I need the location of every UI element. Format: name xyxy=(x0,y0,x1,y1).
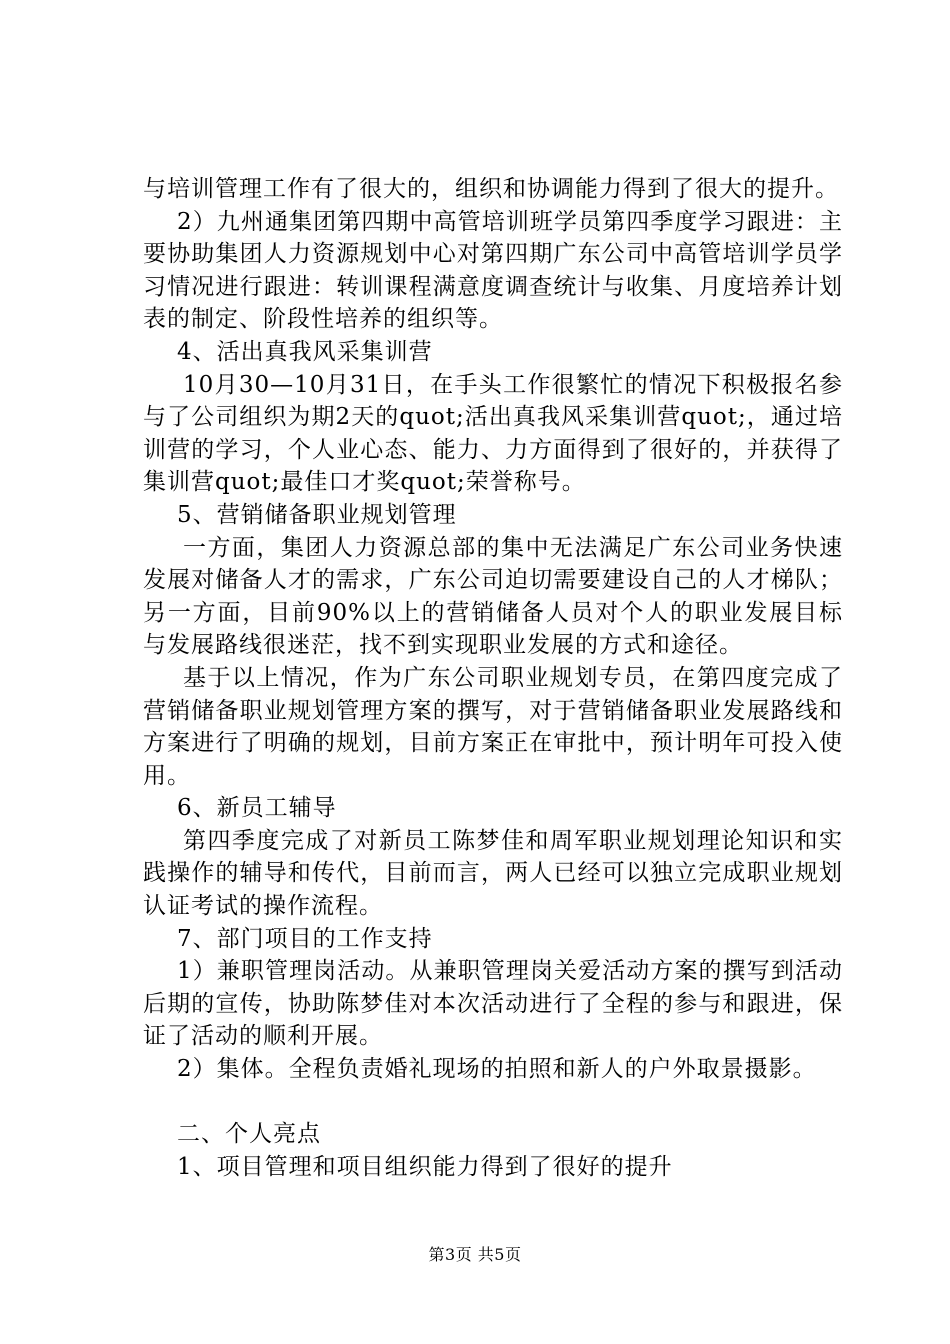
heading-career-planning: 5、营销储备职业规划管理 xyxy=(177,501,457,528)
paragraph-career-planning-background: 一方面，集团人力资源总部的集中无法满足广东公司业务快速发展对储备人才的需求，广东公司迫切需要建设自己的人才梯队；另一方面，目前90%以上的营销储备人员对个人的职业发展目标与发展路线很迷茫，找不到实现职业发展的方式和途径。 xyxy=(143,534,843,659)
heading-personal-highlights: 二、个人亮点 xyxy=(177,1121,321,1148)
paragraph-career-planning-result: 基于以上情况，作为广东公司职业规划专员，在第四度完成了营销储备职业规划管理方案的撰写，对于营销储备职业发展路线和方案进行了明确的规划，目前方案正在审批中，预计明年可投入使用。 xyxy=(143,664,843,789)
paragraph-continuation: 与培训管理工作有了很大的，组织和协调能力得到了很大的提升。 xyxy=(143,176,839,202)
paragraph-collective: 2）集体。全程负责婚礼现场的拍照和新人的户外取景摄影。 xyxy=(177,1056,817,1083)
heading-new-employee: 6、新员工辅导 xyxy=(177,795,337,822)
blank-line xyxy=(143,1086,843,1119)
paragraph-camp: 10月30—10月31日，在手头工作很繁忙的情况下积极报名参与了公司组织为期2天的quot;活出真我风采集训营quot;，通过培训营的学习，个人业心态、能力、力方面得到了很好的，并获得了集训营quot;最佳口才奖quot;荣誉称号。 xyxy=(143,371,843,496)
paragraph-project-management: 1、项目管理和项目组织能力得到了很好的提升 xyxy=(177,1153,673,1180)
paragraph-parttime-activity: 1）兼职管理岗活动。从兼职管理岗关爱活动方案的撰写到活动后期的宣传，协助陈梦佳对本次活动进行了全程的参与和跟进，保证了活动的顺利开展。 xyxy=(143,958,843,1050)
paragraph-new-employee: 第四季度完成了对新员工陈梦佳和周军职业规划理论知识和实践操作的辅导和传代，目前而言，两人已经可以独立完成职业规划认证考试的操作流程。 xyxy=(143,827,843,920)
heading-camp: 4、活出真我风采集训营 xyxy=(177,338,433,365)
document-body xyxy=(143,173,843,1183)
page-footer: 第3页 共5页 xyxy=(428,1245,522,1264)
paragraph-training-followup: 2）九州通集团第四期中高管培训班学员第四季度学习跟进：主要协助集团人力资源规划中心对第四期广东公司中高管培训学员学习情况进行跟进：转训课程满意度调查统计与收集、月度培养计划表的制定、阶段性培养的组织等。 xyxy=(143,208,843,333)
heading-department-support: 7、部门项目的工作支持 xyxy=(177,925,433,952)
